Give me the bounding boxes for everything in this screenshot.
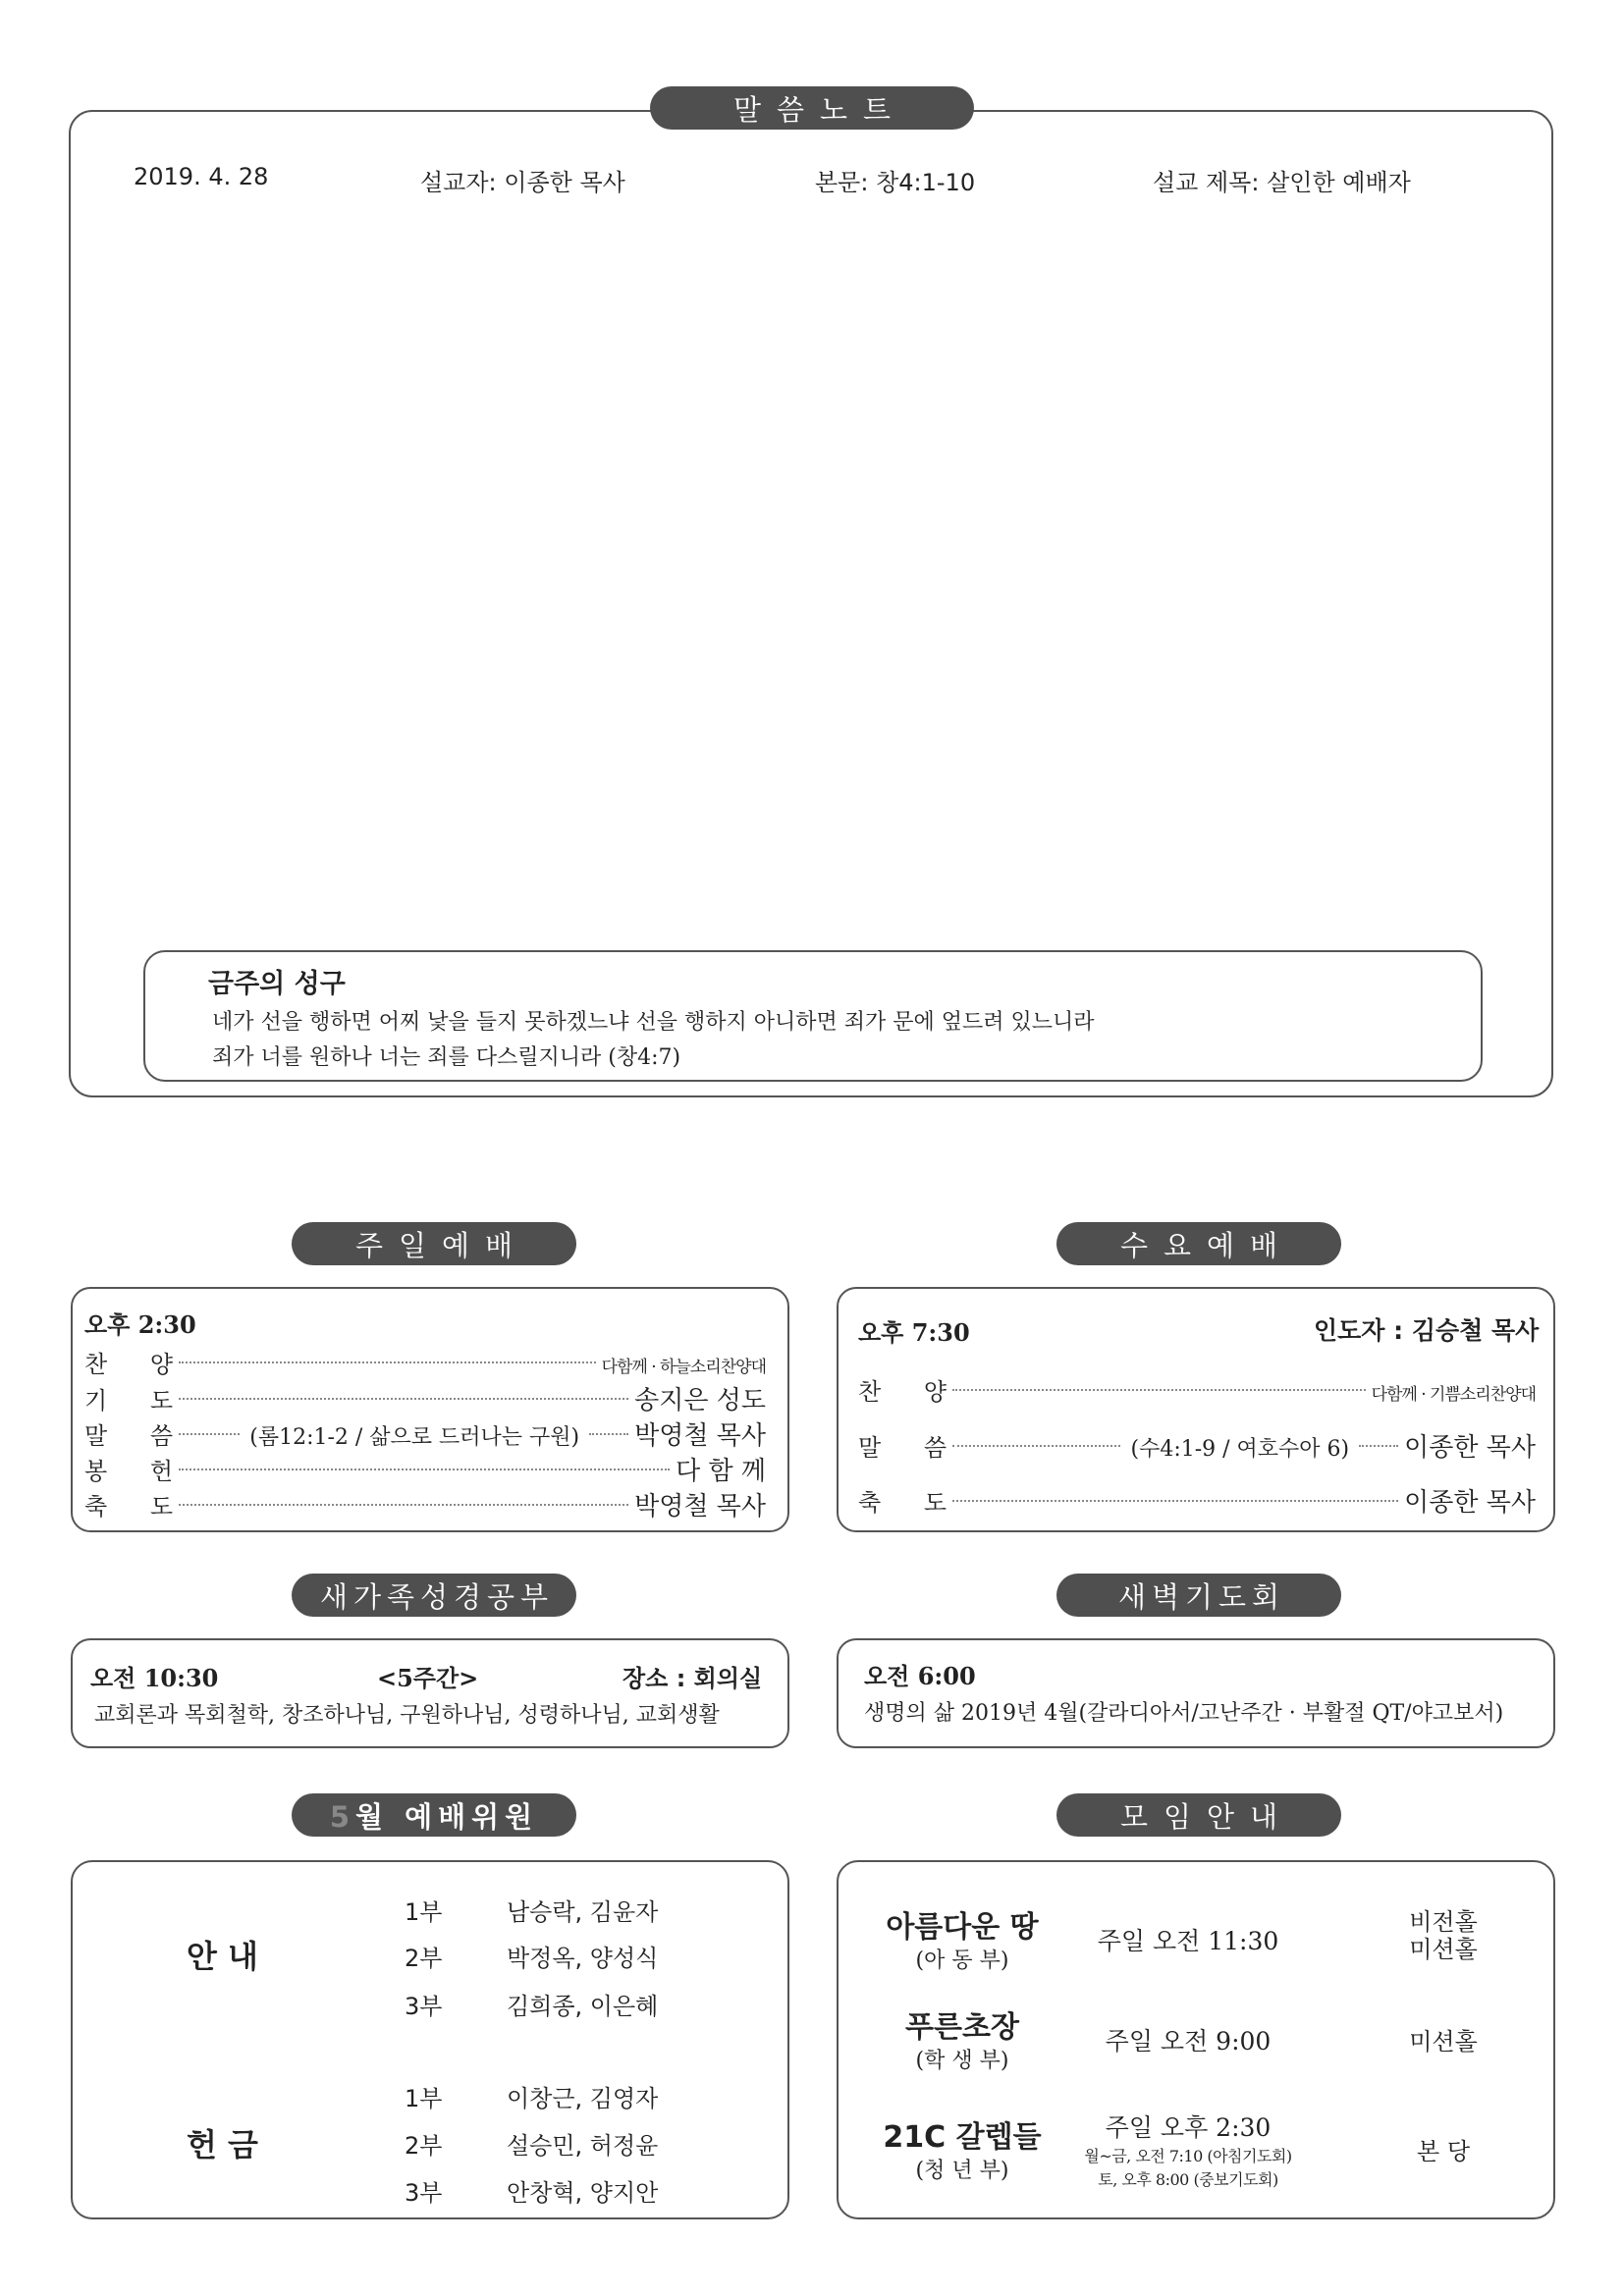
sunday-row-label — [84, 1381, 173, 1415]
wednesday-row-person: 이종한 목사 — [1404, 1488, 1536, 1518]
may-staff-title-month: 5 — [329, 1799, 355, 1834]
family-study-weeks: <5주간> — [377, 1664, 479, 1692]
wednesday-service-title: 수요예배 — [1056, 1222, 1341, 1265]
guide-part: 3부 — [405, 1993, 443, 2020]
wednesday-row-label-char: 축 — [858, 1489, 882, 1517]
guide-names: 박정옥, 양성식 — [507, 1945, 659, 1972]
meeting-place: 비전홀 — [1409, 1908, 1478, 1936]
family-study-topics: 교회론과 목회철학, 창조하나님, 구원하나님, 성령하나님, 교회생활 — [94, 1703, 720, 1728]
meeting-place: 미션홀 — [1409, 1936, 1478, 1963]
offering-names: 이창근, 김영자 — [507, 2085, 659, 2112]
wednesday-row-label — [858, 1483, 947, 1518]
guide-label: 안 내 — [187, 1938, 258, 1975]
sunday-row-label-char: 말 — [84, 1422, 108, 1450]
dawn-prayer-box — [837, 1638, 1555, 1748]
sunday-row — [84, 1345, 766, 1379]
wednesday-row-label-char: 씀 — [923, 1434, 947, 1462]
offering-part: 3부 — [405, 2179, 443, 2207]
wednesday-row-label — [858, 1372, 947, 1407]
sunday-row — [84, 1415, 766, 1452]
meeting-extra: 월~금, 오전 7:10 (아침기도회) — [1084, 2147, 1292, 2165]
wednesday-row-leader-dots — [952, 1445, 1120, 1447]
guide-part: 2부 — [405, 1945, 443, 1972]
wednesday-row-leader-dots — [952, 1500, 1398, 1502]
meeting-name: 21C 갈렙들 — [883, 2120, 1042, 2155]
wednesday-service-leader: 인도자 : 김승철 목사 — [1314, 1316, 1540, 1345]
guide-part: 1부 — [405, 1898, 443, 1926]
family-study-time: 오전 10:30 — [90, 1664, 219, 1692]
dawn-prayer-title: 새벽기도회 — [1056, 1574, 1341, 1617]
sunday-row-person: 박영철 목사 — [634, 1421, 766, 1451]
sunday-row-label-char: 기 — [84, 1387, 108, 1415]
wednesday-row-leader-dots — [952, 1389, 1366, 1391]
wednesday-row-label-char: 양 — [923, 1378, 947, 1406]
may-staff-title — [292, 1793, 576, 1837]
sermon-note-title: 말씀노트 — [650, 86, 974, 130]
sunday-row — [84, 1451, 766, 1487]
meetings-title: 모임안내 — [1056, 1793, 1341, 1837]
sunday-row-leader-dots — [179, 1362, 596, 1363]
wednesday-row — [858, 1372, 1536, 1407]
meeting-name: 아름다운 땅 — [886, 1910, 1039, 1945]
meeting-place: 본 당 — [1417, 2138, 1470, 2165]
sunday-row — [84, 1486, 766, 1522]
sunday-row-leader-dots — [179, 1504, 628, 1506]
wednesday-row — [858, 1482, 1536, 1519]
offering-names: 안창혁, 양지안 — [507, 2179, 659, 2207]
family-study-box — [71, 1638, 789, 1748]
sunday-row-label — [84, 1345, 173, 1379]
offering-part: 1부 — [405, 2085, 443, 2112]
sunday-row-person: 송지은 성도 — [634, 1386, 766, 1415]
family-study-place: 장소 : 회의실 — [623, 1665, 763, 1692]
dawn-prayer-content: 생명의 삶 2019년 4월(갈라디아서/고난주간 · 부활절 QT/야고보서) — [864, 1701, 1504, 1726]
sunday-row-label-char: 봉 — [84, 1458, 108, 1485]
may-staff-title-text: 월 예배위원 — [355, 1799, 539, 1834]
wednesday-row-label-char: 도 — [923, 1489, 947, 1517]
sermon-preacher: 설교자: 이종한 목사 — [420, 169, 625, 196]
meeting-sub: (학 생 부) — [915, 2049, 1009, 2073]
wednesday-row — [858, 1427, 1536, 1464]
guide-names: 김희종, 이은혜 — [507, 1993, 659, 2020]
weekly-verse-line-2: 죄가 너를 원하나 너는 죄를 다스릴지니라 (창4:7) — [212, 1045, 681, 1070]
sunday-row-leader-dots — [179, 1398, 628, 1400]
wednesday-service-time: 오후 7:30 — [858, 1318, 970, 1347]
sunday-row-label-char: 양 — [149, 1351, 173, 1378]
sermon-text: 본문: 창4:1-10 — [815, 169, 976, 196]
wednesday-row-label-char: 찬 — [858, 1378, 882, 1406]
weekly-verse-line-1: 네가 선을 행하면 어찌 낯을 들지 못하겠느냐 선을 행하지 아니하면 죄가 문에 엎드려 있느니라 — [212, 1010, 1095, 1035]
meeting-sub: (아 동 부) — [915, 1949, 1009, 1973]
wednesday-row-passage: (수4:1-9 / 여호수아 6) — [1130, 1437, 1350, 1462]
sunday-row-label — [84, 1452, 173, 1486]
meeting-place: 미션홀 — [1409, 2028, 1478, 2056]
sermon-date: 2019. 4. 28 — [134, 163, 269, 190]
sunday-row-label — [84, 1416, 173, 1451]
sunday-row-passage: (롬12:1-2 / 삶으로 드러나는 구원) — [249, 1425, 580, 1450]
sunday-row-label-char: 축 — [84, 1493, 108, 1521]
meeting-time: 주일 오후 2:30 — [1105, 2113, 1272, 2142]
sermon-title: 설교 제목: 살인한 예배자 — [1153, 169, 1411, 196]
sunday-row-leader-dots — [589, 1433, 628, 1435]
sunday-service-time: 오후 2:30 — [84, 1310, 196, 1339]
meeting-sub: (청 년 부) — [915, 2159, 1009, 2183]
sunday-service-title: 주일예배 — [292, 1222, 576, 1265]
sunday-row-leader-dots — [179, 1433, 240, 1435]
sunday-row-label-char: 도 — [149, 1493, 173, 1521]
meeting-time: 주일 오전 11:30 — [1097, 1927, 1279, 1955]
wednesday-row-leader-dots — [1359, 1445, 1398, 1447]
wednesday-row-label — [858, 1428, 947, 1463]
sunday-row-label — [84, 1487, 173, 1522]
sunday-row-label-char: 찬 — [84, 1351, 108, 1378]
sunday-row-person: 다함께 · 하늘소리찬양대 — [601, 1358, 766, 1377]
meeting-extra: 토, 오후 8:00 (중보기도회) — [1098, 2170, 1278, 2189]
offering-part: 2부 — [405, 2132, 443, 2160]
dawn-prayer-time: 오전 6:00 — [864, 1662, 976, 1690]
sunday-row — [84, 1380, 766, 1416]
wednesday-row-person: 이종한 목사 — [1404, 1433, 1536, 1463]
sunday-row-leader-dots — [179, 1468, 670, 1470]
sunday-row-label-char: 도 — [149, 1387, 173, 1415]
guide-names: 남승락, 김윤자 — [507, 1898, 659, 1926]
meeting-name: 푸른초장 — [905, 2010, 1019, 2045]
wednesday-row-person: 다함께 · 기쁨소리찬양대 — [1371, 1385, 1536, 1405]
sunday-row-label-char: 씀 — [149, 1422, 173, 1450]
meeting-time: 주일 오전 9:00 — [1105, 2027, 1272, 2056]
offering-label: 헌 금 — [187, 2126, 258, 2163]
sunday-row-label-char: 헌 — [149, 1458, 173, 1485]
sunday-row-person: 다 함 께 — [676, 1457, 766, 1486]
offering-names: 설승민, 허정윤 — [507, 2132, 659, 2160]
weekly-verse-title: 금주의 성구 — [208, 969, 346, 999]
wednesday-row-label-char: 말 — [858, 1434, 882, 1462]
sunday-row-person: 박영철 목사 — [634, 1492, 766, 1522]
family-study-title: 새가족성경공부 — [292, 1574, 576, 1617]
